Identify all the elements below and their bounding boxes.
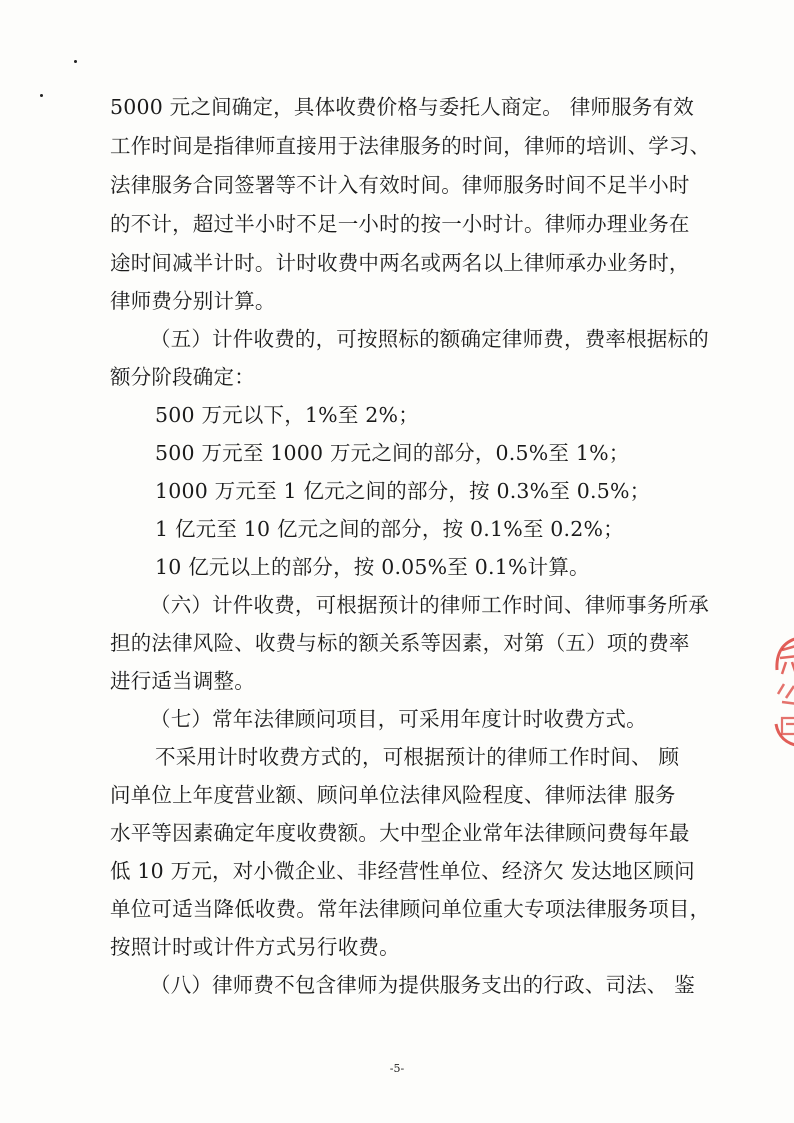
text-line: 法律服务合同签署等不计入有效时间。律师服务时间不足半小时 xyxy=(110,173,690,197)
text-line: 进行适当调整。 xyxy=(110,669,255,693)
text-line: 途时间减半计时。计时收费中两名或两名以上律师承办业务时， xyxy=(110,251,690,275)
text-line: （七）常年法律顾问项目，可采用年度计时收费方式。 xyxy=(150,707,647,731)
text-line: （六）计件收费，可根据预计的律师工作时间、律师事务所承 xyxy=(150,593,709,617)
text-line: 水平等因素确定年度收费额。大中型企业常年法律顾问费每年最 xyxy=(110,821,690,845)
text-line: 按照计时或计件方式另行收费。 xyxy=(110,935,400,959)
text-line: 10 亿元以上的部分，按 0.05%至 0.1%计算。 xyxy=(155,555,590,579)
text-line: 不采用计时收费方式的，可根据预计的律师工作时间、 顾 xyxy=(155,745,680,769)
text-line: 低 10 万元，对小微企业、非经营性单位、经济欠 发达地区顾问 xyxy=(110,859,695,883)
text-line: 的不计，超过半小时不足一小时的按一小时计。律师办理业务在 xyxy=(110,212,690,236)
text-line: 律师费分别计算。 xyxy=(110,289,276,313)
text-line: （八）律师费不包含律师为提供服务支出的行政、司法、 鉴 xyxy=(150,973,695,997)
text-line: 1 亿元至 10 亿元之间的部分，按 0.1%至 0.2%； xyxy=(155,517,624,541)
text-line: 担的法律风险、收费与标的额关系等因素，对第（五）项的费率 xyxy=(110,631,690,655)
text-line: （五）计件收费的，可按照标的额确定律师费，费率根据标的 xyxy=(150,327,709,351)
scan-speck xyxy=(74,60,77,63)
text-line: 工作时间是指律师直接用于法律服务的时间，律师的培训、学习、 xyxy=(110,134,711,158)
text-line: 问单位上年度营业额、顾问单位法律风险程度、律师法律 服务 xyxy=(110,783,676,807)
text-line: 1000 万元至 1 亿元之间的部分，按 0.3%至 0.5%； xyxy=(155,479,651,503)
page-number: -5- xyxy=(389,1062,405,1075)
text-line: 500 万元以下，1%至 2%； xyxy=(155,403,419,427)
red-seal-fragment xyxy=(768,632,794,752)
scan-speck xyxy=(40,94,43,97)
text-line: 500 万元至 1000 万元之间的部分，0.5%至 1%； xyxy=(155,441,630,465)
text-line: 5000 元之间确定，具体收费价格与委托人商定。 律师服务有效 xyxy=(110,95,694,119)
text-line: 单位可适当降低收费。常年法律顾问单位重大专项法律服务项目， xyxy=(110,897,711,921)
text-line: 额分阶段确定： xyxy=(110,365,255,389)
